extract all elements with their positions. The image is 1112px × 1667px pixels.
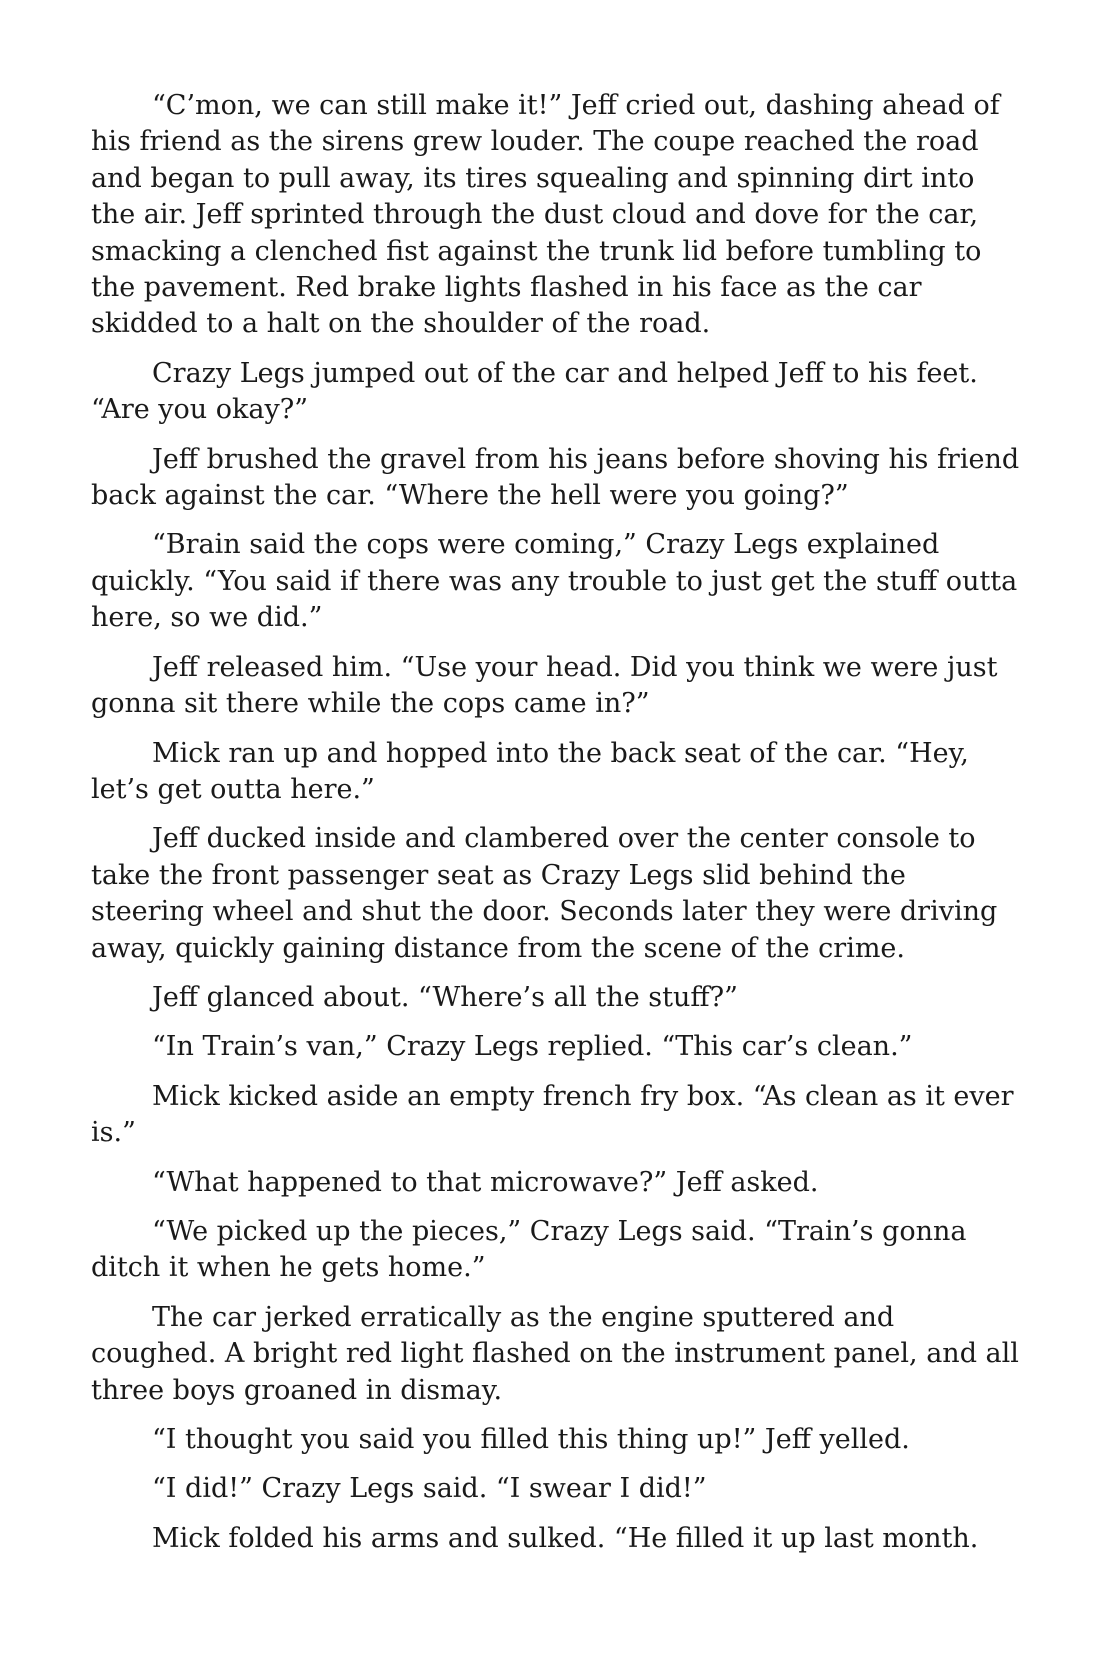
paragraph: The car jerked erratically as the engine sputtered and coughed. A bright red light flashed on the instrument panel, and all three boys groaned in dismay. — [91, 1301, 1019, 1406]
paragraph: Jeff released him. “Use your head. Did you think we were just gonna sit there while the cops came in?” — [91, 651, 998, 720]
paragraph: “We picked up the pieces,” Crazy Legs said. “Train’s gonna ditch it when he gets home.” — [91, 1215, 967, 1284]
paragraph: Mick ran up and hopped into the back seat of the car. “Hey, let’s get outta here.” — [91, 737, 969, 805]
paragraph: “I thought you said you filled this thing up!” Jeff yelled. — [152, 1424, 910, 1455]
paragraph: Jeff brushed the gravel from his jeans before shoving his friend back against the car. “Where the hell were you going?” — [91, 443, 1020, 512]
paragraph: Jeff glanced about. “Where’s all the stuff?” — [152, 981, 738, 1013]
paragraph: “What happened to that microwave?” Jeff asked. — [152, 1166, 819, 1198]
book-page — [91, 88, 1027, 1570]
paragraph: Jeff ducked inside and clambered over the center console to take the front passenger seat as Crazy Legs slid behind the steering wheel and shut the door. Seconds later they were driving away, quickly gaining distance from the scene of the crime. — [91, 823, 998, 964]
paragraph: Mick kicked aside an empty french fry box. “As clean as it ever is.” — [91, 1080, 1014, 1149]
paragraph: Crazy Legs jumped out of the car and helped Jeff to his feet. “Are you okay?” — [91, 357, 978, 426]
paragraph: Mick folded his arms and sulked. “He filled it up last month. — [152, 1522, 979, 1554]
paragraph: “Brain said the cops were coming,” Crazy Legs explained quickly. “You said if there was any trouble to just get the stuff outta here, so we did.” — [91, 529, 1018, 634]
paragraph: “In Train’s van,” Crazy Legs replied. “This car’s clean.” — [152, 1031, 913, 1063]
paragraph: “I did!” Crazy Legs said. “I swear I did!” — [152, 1473, 707, 1505]
paragraph: “C’mon, we can still make it!” Jeff cried out, dashing ahead of his friend as the sirens grew louder. The coupe reached the road and began to pull away, its tires squealing and spinning dirt into the air. Jeff sprinted through the dust cloud and dove for the car, smacking a clenched fist against the trunk lid before tumbling to the pavement. Red brake lights flashed in his face as the car skidded to a halt on the shoulder of the road. — [91, 90, 1000, 340]
